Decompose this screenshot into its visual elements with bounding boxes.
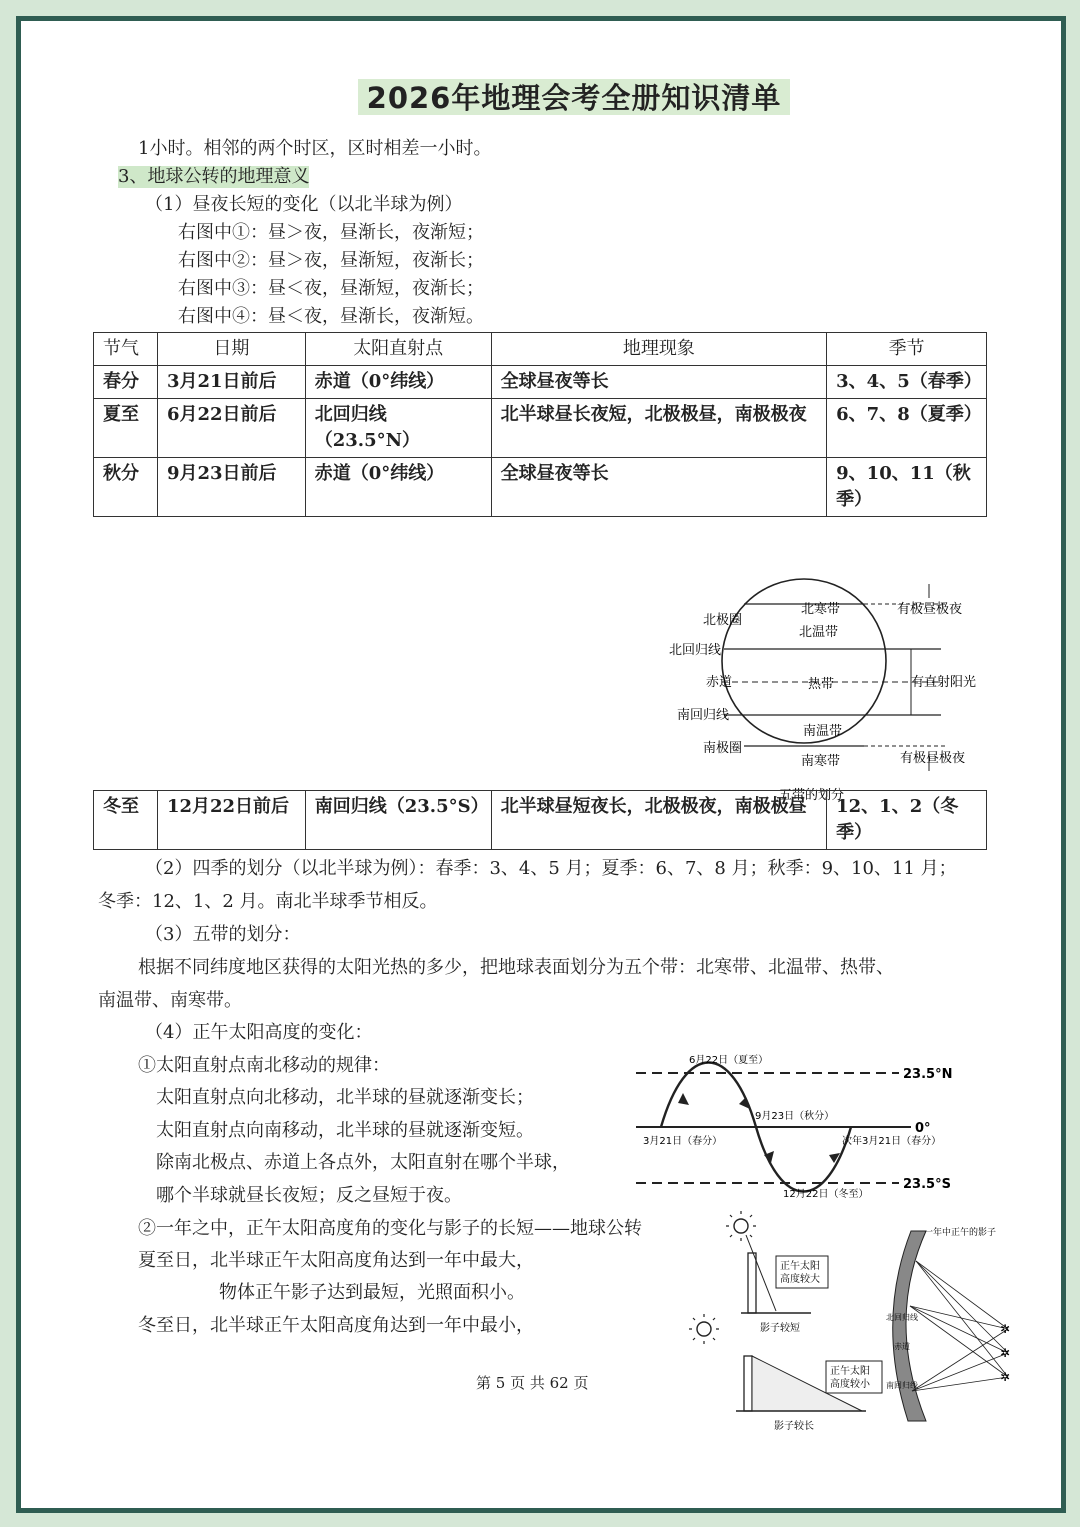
sun-icon — [689, 1314, 719, 1344]
table-header-cell: 太阳直射点 — [305, 333, 491, 366]
label-arctic-circle: 北极圈 — [703, 613, 743, 628]
label-equator: 赤道 — [706, 675, 733, 690]
label-direct-sunlight: 有直射阳光 — [911, 675, 977, 690]
low-altitude-label: 高度较小 — [830, 1379, 870, 1390]
date-label-winter: 12月22日（冬至） — [783, 1189, 869, 1200]
sub1-item: 右图中④：昼＜夜，昼渐长，夜渐短。 — [178, 306, 484, 327]
table-cell: 南回归线（23.5°S） — [305, 791, 491, 850]
globe-edge — [893, 1231, 926, 1421]
pole-short-shadow — [748, 1253, 756, 1313]
table-cell: 全球昼夜等长 — [491, 458, 827, 517]
table-header-cell: 地理现象 — [491, 333, 827, 366]
zone-tropical: 热带 — [808, 677, 835, 692]
sun-ray — [746, 1235, 776, 1311]
zone-north-temperate: 北温带 — [799, 625, 839, 640]
document-title: 2026年地理会考全册知识清单 — [358, 79, 790, 115]
sun-icon: ✲ — [1000, 1370, 1011, 1384]
table-cell: 12月22日前后 — [157, 791, 305, 850]
rule1-line: 太阳直射点向北移动，北半球的昼就逐渐变长； — [156, 1087, 534, 1108]
zone-north-frigid: 北寒带 — [801, 602, 841, 617]
arrow-head — [678, 1093, 689, 1105]
low-altitude-label: 正午太阳 — [830, 1366, 870, 1377]
intro-line: 1小时。相邻的两个时区，区时相差一小时。 — [138, 138, 492, 159]
table-cell: 秋分 — [94, 458, 158, 517]
table-cell: 6、7、8（夏季） — [827, 399, 987, 458]
label-tropic-capricorn: 南回归线 — [677, 708, 730, 723]
rule1-line: 哪个半球就昼长夜短；反之昼短于夜。 — [156, 1185, 462, 1206]
label-antarctic-circle: 南极圈 — [703, 741, 743, 756]
date-label-autumn: 9月23日（秋分） — [755, 1111, 835, 1122]
label-polar-day-night: 有极昼极夜 — [897, 602, 963, 617]
globe-label-equator: 赤道 — [894, 1342, 910, 1351]
date-label-next-spring: 次年3月21日（春分） — [842, 1136, 942, 1147]
table-cell: 冬至 — [94, 791, 158, 850]
sun-icon: ✲ — [1000, 1346, 1011, 1360]
sun-migration-wave-diagram — [631, 1051, 981, 1199]
pole-long-shadow — [744, 1356, 752, 1411]
sub2-line: （2）四季的划分（以北半球为例）：春季：3、4、5 月；夏季：6、7、8 月；秋季：9、10、11 月； — [145, 858, 957, 879]
date-label-spring: 3月21日（春分） — [643, 1136, 723, 1147]
table-cell: 9、10、11（秋季） — [827, 458, 987, 517]
sub1-item: 右图中③：昼＜夜，昼渐短，夜渐长； — [178, 278, 484, 299]
table-row — [94, 458, 987, 517]
table-cell: 9月23日前后 — [157, 458, 305, 517]
table-cell: 春分 — [94, 366, 158, 399]
label-polar-day-night: 有极昼极夜 — [900, 751, 966, 766]
sun-rays-group — [910, 1261, 1011, 1391]
date-label-summer: 6月22日（夏至） — [689, 1055, 769, 1066]
rule2-heading: ②一年之中，正午太阳高度角的变化与影子的长短——地球公转 — [138, 1218, 642, 1239]
table-row — [94, 399, 987, 458]
lat-label-north: 23.5°N — [903, 1067, 953, 1082]
sub1-item: 右图中②：昼＞夜，昼渐短，夜渐长； — [178, 250, 484, 271]
table-row — [94, 366, 987, 399]
diagram-caption: 五带的划分 — [779, 788, 845, 803]
rule1-line: 太阳直射点向南移动，北半球的昼就逐渐变短。 — [156, 1120, 534, 1141]
table-cell: 全球昼夜等长 — [491, 366, 827, 399]
table-cell: 赤道（0°纬线） — [305, 458, 491, 517]
table-row — [94, 791, 987, 850]
high-altitude-label: 高度较大 — [780, 1274, 820, 1285]
globe-label-tropic-cancer: 北回归线 — [886, 1313, 918, 1322]
page-footer: 第 5 页 共 62 页 — [476, 1374, 589, 1392]
table-cell: 3、4、5（春季） — [827, 366, 987, 399]
winter-line: 冬至日，北半球正午太阳高度角达到一年中最小， — [138, 1315, 534, 1336]
five-zones-diagram — [641, 556, 977, 803]
summer-line: 夏至日，北半球正午太阳高度角达到一年中最大， — [138, 1250, 534, 1271]
table-header-cell: 节气 — [94, 333, 158, 366]
document-page — [21, 21, 1061, 1508]
label-tropic-cancer: 北回归线 — [669, 643, 722, 658]
winter-solstice-table — [93, 790, 987, 850]
section3-heading: 3、地球公转的地理意义 — [118, 166, 310, 187]
zone-south-frigid: 南寒带 — [801, 754, 841, 769]
sun-icon: ✲ — [1000, 1322, 1011, 1336]
solar-terms-table — [93, 332, 987, 517]
table-cell: 12、1、2（冬季） — [827, 791, 987, 850]
sub3-line: 南温带、南寒带。 — [98, 990, 242, 1011]
sun-icon — [726, 1211, 756, 1241]
long-shadow-label: 影子较长 — [774, 1421, 814, 1432]
rule1-heading: ①太阳直射点南北移动的规律： — [138, 1055, 390, 1076]
lat-label-equator: 0° — [915, 1121, 931, 1136]
shadow-length-diagram — [686, 1211, 1016, 1432]
sub1-item: 右图中①：昼＞夜，昼渐长，夜渐短； — [178, 222, 484, 243]
zone-south-temperate: 南温带 — [803, 724, 843, 739]
sub3-line: 根据不同纬度地区获得的太阳光热的多少，把地球表面划分为五个带：北寒带、北温带、热带、 — [138, 957, 894, 978]
high-altitude-label: 正午太阳 — [780, 1261, 820, 1272]
summer-line: 物体正午影子达到最短，光照面积小。 — [219, 1282, 525, 1303]
rule1-line: 除南北极点、赤道上各点外，太阳直射在哪个半球， — [156, 1152, 570, 1173]
table-cell: 赤道（0°纬线） — [305, 366, 491, 399]
table-header-cell: 日期 — [157, 333, 305, 366]
globe-diagram-title: 一年中正午的影子 — [924, 1228, 997, 1238]
table-cell: 夏至 — [94, 399, 158, 458]
sub2-line: 冬季：12、1、2 月。南北半球季节相反。 — [98, 891, 438, 912]
table-cell: 3月21日前后 — [157, 366, 305, 399]
table-header-row — [94, 333, 987, 366]
table-cell: 北半球昼短夜长，北极极夜，南极极昼 — [491, 791, 827, 850]
table-header-cell: 季节 — [827, 333, 987, 366]
globe-label-tropic-capricorn: 南回归线 — [886, 1381, 918, 1390]
table-cell: 北回归线（23.5°N） — [305, 399, 491, 458]
sub1-heading: （1）昼夜长短的变化（以北半球为例） — [145, 194, 463, 215]
table-cell: 6月22日前后 — [157, 399, 305, 458]
lat-label-south: 23.5°S — [903, 1177, 951, 1192]
sub4-heading: （4）正午太阳高度的变化： — [145, 1022, 373, 1043]
short-shadow-label: 影子较短 — [760, 1323, 800, 1334]
sub3-heading: （3）五带的划分： — [145, 924, 301, 945]
table-cell: 北半球昼长夜短，北极极昼，南极极夜 — [491, 399, 827, 458]
